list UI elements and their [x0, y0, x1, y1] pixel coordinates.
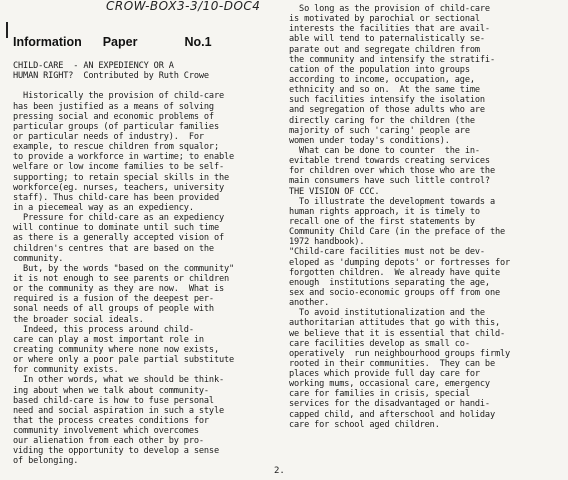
text-line: has been justified as a means of solving — [13, 101, 214, 112]
text-line: sonal needs of all groups of people with — [13, 304, 214, 315]
text-line: eloped as 'dumping depots' or fortresses for — [289, 257, 511, 268]
text-line: based child-care is how to fuse personal — [13, 395, 214, 406]
text-line: evitable trend towards creating services — [289, 156, 490, 167]
text-line: children's centres that are based on the — [13, 243, 214, 254]
text-line: of belonging. — [13, 456, 79, 467]
text-line: Community Child Care (in the preface of the — [289, 227, 506, 238]
margin-mark — [6, 22, 8, 38]
text-line: majority of such 'caring' people are — [289, 125, 470, 136]
text-line: viding the opportunity to develop a sense — [13, 446, 219, 457]
text-line: or where only a poor pale partial substitute — [13, 355, 235, 366]
text-line: cation of the population into groups — [289, 64, 470, 75]
text-line: Pressure for child-care as an expediency — [13, 213, 225, 224]
text-line: enough institutions separating the age, — [289, 277, 490, 288]
text-line: But, by the words "based on the community" — [13, 263, 235, 274]
document-header — [13, 35, 212, 49]
text-line: or particular needs of industry). For — [13, 131, 204, 142]
text-line: example, to rescue children from squalor; — [13, 142, 219, 153]
text-line: it is not enough to see parents or children — [13, 273, 230, 284]
text-line: recall one of the first statements by — [289, 216, 475, 227]
text-line: and segregation of those adults who are — [289, 105, 485, 116]
text-line: the broader social ideals. — [13, 314, 144, 325]
text-line: will continue to dominate until such time — [13, 223, 219, 234]
text-line: care for families in crisis, special — [289, 389, 470, 400]
text-line: creating community where none now exists, — [13, 344, 219, 355]
text-line: in a piecemeal way as an expediency. — [13, 202, 194, 213]
text-line: that the process creates conditions for — [13, 415, 209, 426]
text-line: we believe that it is essential that child- — [289, 328, 506, 339]
text-line: care can play a most important role in — [13, 334, 204, 345]
text-line: women under today's conditions). — [289, 135, 450, 146]
text-line: as there is a generally accepted vision of — [13, 233, 225, 244]
text-line: To avoid institutionalization and the — [289, 308, 485, 319]
text-line: is motivated by parochial or sectional — [289, 14, 480, 25]
text-line: community involvement which overcomes — [13, 426, 199, 437]
text-line: for community exists. — [13, 365, 119, 376]
text-line: according to income, occupation, age, — [289, 74, 475, 85]
text-line: particular groups (of particular families — [13, 121, 219, 132]
header-number: No.1 — [184, 35, 212, 49]
text-line: care for school aged children. — [289, 419, 440, 430]
text-line: workforce(eg. nurses, teachers, university — [13, 182, 225, 193]
text-line: pressing social and economic problems of — [13, 111, 214, 122]
text-line: interests the facilities that are avail- — [289, 24, 490, 35]
text-line: human rights approach, it is timely to — [289, 206, 480, 217]
text-line: or the community as they are now. What is — [13, 284, 225, 295]
header-title: Information — [13, 35, 82, 49]
text-line: services for the disadvantaged or handi- — [289, 399, 490, 410]
page-number: 2. — [274, 466, 285, 476]
text-line: operatively run neighbourhood groups firmly — [289, 348, 511, 359]
text-line: ethnicity and so on. At the same time — [289, 85, 480, 96]
text-line: welfare or low income families to be self- — [13, 162, 225, 173]
text-line — [13, 81, 234, 91]
handwritten-archive-note: CROW-BOX3-3/10-DOC4 — [106, 0, 261, 13]
text-line: directly caring for the children (the — [289, 115, 475, 126]
text-line: for children over which those who are the — [289, 166, 495, 177]
text-line: CHILD-CARE - AN EXPEDIENCY OR A — [13, 61, 174, 71]
text-line: parate out and segregate children from — [289, 44, 480, 55]
text-line: supporting; to retain special skills in the — [13, 172, 230, 183]
text-line: required is a fusion of the deepest per- — [13, 294, 214, 305]
text-line: Historically the provision of child-care — [13, 91, 225, 102]
right-column-text — [289, 4, 510, 430]
text-line: to provide a workforce in wartime; to enable — [13, 152, 235, 163]
text-line: capped child, and afterschool and holiday — [289, 409, 495, 420]
text-line: care facilities develop as small co- — [289, 338, 470, 349]
text-line: another. — [289, 298, 330, 309]
text-line: In other words, what we should be think- — [13, 375, 225, 386]
text-line: To illustrate the development towards a — [289, 196, 495, 207]
text-line: able will tend to paternalistically se- — [289, 34, 485, 45]
text-line: ing about when we talk about community- — [13, 385, 209, 396]
text-line: Indeed, this process around child- — [13, 324, 194, 335]
left-column-text — [13, 61, 234, 467]
text-line: 1972 handbook). — [289, 237, 365, 248]
text-line: sex and socio-economic groups off from one — [289, 287, 501, 298]
text-line: rooted in their communities. They can be — [289, 358, 495, 369]
text-line: need and social aspiration in such a style — [13, 405, 225, 416]
text-line: What can be done to counter the in- — [289, 145, 480, 156]
text-line: So long as the provision of child-care — [289, 4, 490, 14]
text-line: staff). Thus child-care has been provided — [13, 192, 219, 203]
text-line: HUMAN RIGHT? Contributed by Ruth Crowe — [13, 71, 209, 82]
text-line: "Child-care facilities must not be dev- — [289, 247, 485, 258]
text-line: authoritarian attitudes that go with this, — [289, 318, 501, 329]
text-line: forgotten children. We already have quite — [289, 267, 501, 278]
text-line: places which provide full day care for — [289, 369, 480, 380]
text-line: working mums, occasional care, emergency — [289, 379, 490, 390]
text-line: such facilities intensify the isolation — [289, 95, 485, 106]
text-line: main consumers have such little control? — [289, 176, 490, 187]
text-line: the community and intensify the stratifi- — [289, 54, 495, 65]
header-subtitle: Paper — [102, 35, 138, 49]
text-line: THE VISION OF CCC. — [289, 186, 380, 197]
text-line: our alienation from each other by pro- — [13, 436, 204, 447]
text-line: community. — [13, 253, 64, 264]
